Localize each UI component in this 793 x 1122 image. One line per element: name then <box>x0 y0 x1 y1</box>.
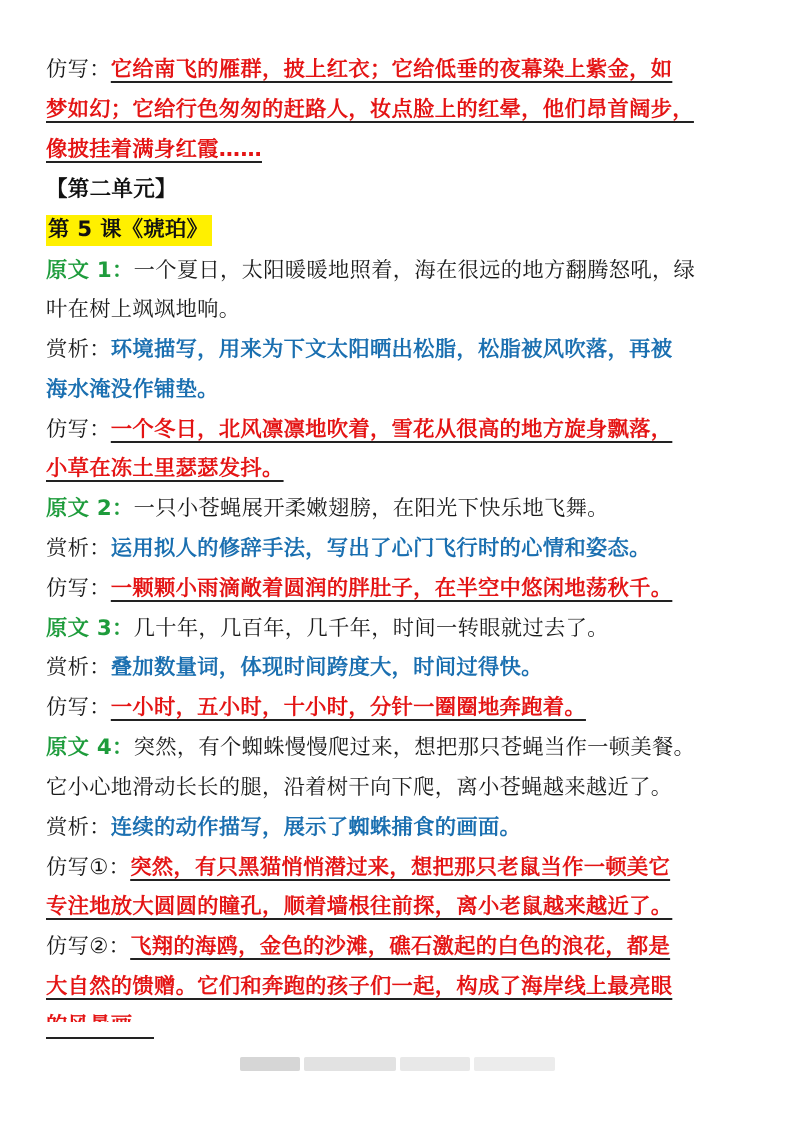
text-line <box>46 258 695 284</box>
analysis-text: 运用拟人的修辞手法，写出了心门飞行时的心情和姿态。 <box>110 536 651 561</box>
text-line <box>46 775 672 801</box>
imitation-text: 一个冬日，北风凛凛地吹着，雪花从很高的地方旋身飘落， <box>110 417 673 442</box>
imitation-text: 梦如幻；它给行色匆匆的赶路人，妆点脸上的红晕，他们昂首阔步， <box>46 97 694 122</box>
text-line <box>46 655 543 681</box>
section-label: 仿写： <box>46 57 111 82</box>
text-line <box>46 177 177 203</box>
text-line <box>46 417 672 443</box>
original-text: 几十年，几百年，几千年，时间一转眼就过去了。 <box>133 616 609 641</box>
section-label: 赏析： <box>46 536 111 561</box>
text-line <box>46 815 521 841</box>
original-label: 原文 2： <box>46 496 134 521</box>
section-label: 赏析： <box>46 815 111 840</box>
watermark-segment <box>304 1057 396 1071</box>
unit-heading: 【第二单元】 <box>46 177 177 202</box>
imitation-text: 像披挂着满身红霞…… <box>46 137 262 162</box>
text-line <box>46 337 672 363</box>
original-label: 原文 4： <box>46 735 134 760</box>
imitation-text: 小草在冻土里瑟瑟发抖。 <box>46 456 284 481</box>
text-line <box>46 456 284 482</box>
original-text: 它小心地滑动长长的腿，沿着树干向下爬，离小苍蝇越来越近了。 <box>46 775 673 800</box>
section-label: 仿写②： <box>46 934 131 959</box>
lesson-title: 第 5 课《琥珀》 <box>46 215 212 246</box>
text-line <box>46 855 670 881</box>
original-label: 原文 1： <box>46 258 134 283</box>
section-label: 仿写： <box>46 417 111 442</box>
blurred-watermark <box>240 1057 555 1071</box>
analysis-text: 连续的动作描写，展示了蜘蛛捕食的画面。 <box>110 815 522 840</box>
section-label: 赏析： <box>46 655 111 680</box>
text-line <box>46 695 586 721</box>
original-label: 原文 3： <box>46 616 134 641</box>
section-label: 仿写①： <box>46 855 131 880</box>
text-line <box>46 137 262 163</box>
text-line <box>46 496 609 522</box>
imitation-text: 飞翔的海鸥，金色的沙滩，礁石激起的白色的浪花，都是 <box>130 934 671 959</box>
text-line <box>46 616 609 642</box>
text-line <box>46 576 672 602</box>
text-line <box>46 536 651 562</box>
section-label: 赏析： <box>46 337 111 362</box>
watermark-segment <box>474 1057 555 1071</box>
watermark-segment <box>240 1057 300 1071</box>
text-line <box>46 297 240 323</box>
text-line <box>46 57 672 83</box>
text-line <box>46 735 695 761</box>
page-cutoff <box>0 1022 793 1036</box>
analysis-text: 海水淹没作铺垫。 <box>46 377 219 402</box>
text-line <box>46 894 672 920</box>
section-label: 仿写： <box>46 576 111 601</box>
watermark-segment <box>400 1057 470 1071</box>
original-text: 突然，有个蜘蛛慢慢爬过来，想把那只苍蝇当作一顿美餐。 <box>133 735 696 760</box>
imitation-text: 一颗颗小雨滴敞着圆润的胖肚子，在半空中悠闲地荡秋千。 <box>110 576 673 601</box>
imitation-text: 突然，有只黑猫悄悄潜过来，想把那只老鼠当作一顿美它 <box>130 855 671 880</box>
section-label: 仿写： <box>46 695 111 720</box>
text-line <box>46 377 219 403</box>
text-line <box>46 934 670 960</box>
analysis-text: 环境描写，用来为下文太阳晒出松脂，松脂被风吹落，再被 <box>110 337 673 362</box>
analysis-text: 叠加数量词，体现时间跨度大，时间过得快。 <box>110 655 543 680</box>
imitation-text: 大自然的馈赠。它们和奔跑的孩子们一起，构成了海岸线上最亮眼 <box>46 974 673 999</box>
imitation-text: 它给南飞的雁群，披上红衣；它给低垂的夜幕染上紫金，如 <box>110 57 673 82</box>
original-text: 叶在树上飒飒地响。 <box>46 297 241 322</box>
original-text: 一只小苍蝇展开柔嫩翅膀，在阳光下快乐地飞舞。 <box>133 496 609 521</box>
text-line <box>46 974 672 1000</box>
text-line <box>46 97 694 123</box>
imitation-text: 一小时，五小时，十小时，分针一圈圈地奔跑着。 <box>110 695 586 720</box>
text-line <box>46 217 212 243</box>
imitation-text: 专注地放大圆圆的瞳孔，顺着墙根往前探，离小老鼠越来越近了。 <box>46 894 673 919</box>
original-text: 一个夏日，太阳暖暖地照着，海在很远的地方翻腾怒吼，绿 <box>133 258 696 283</box>
